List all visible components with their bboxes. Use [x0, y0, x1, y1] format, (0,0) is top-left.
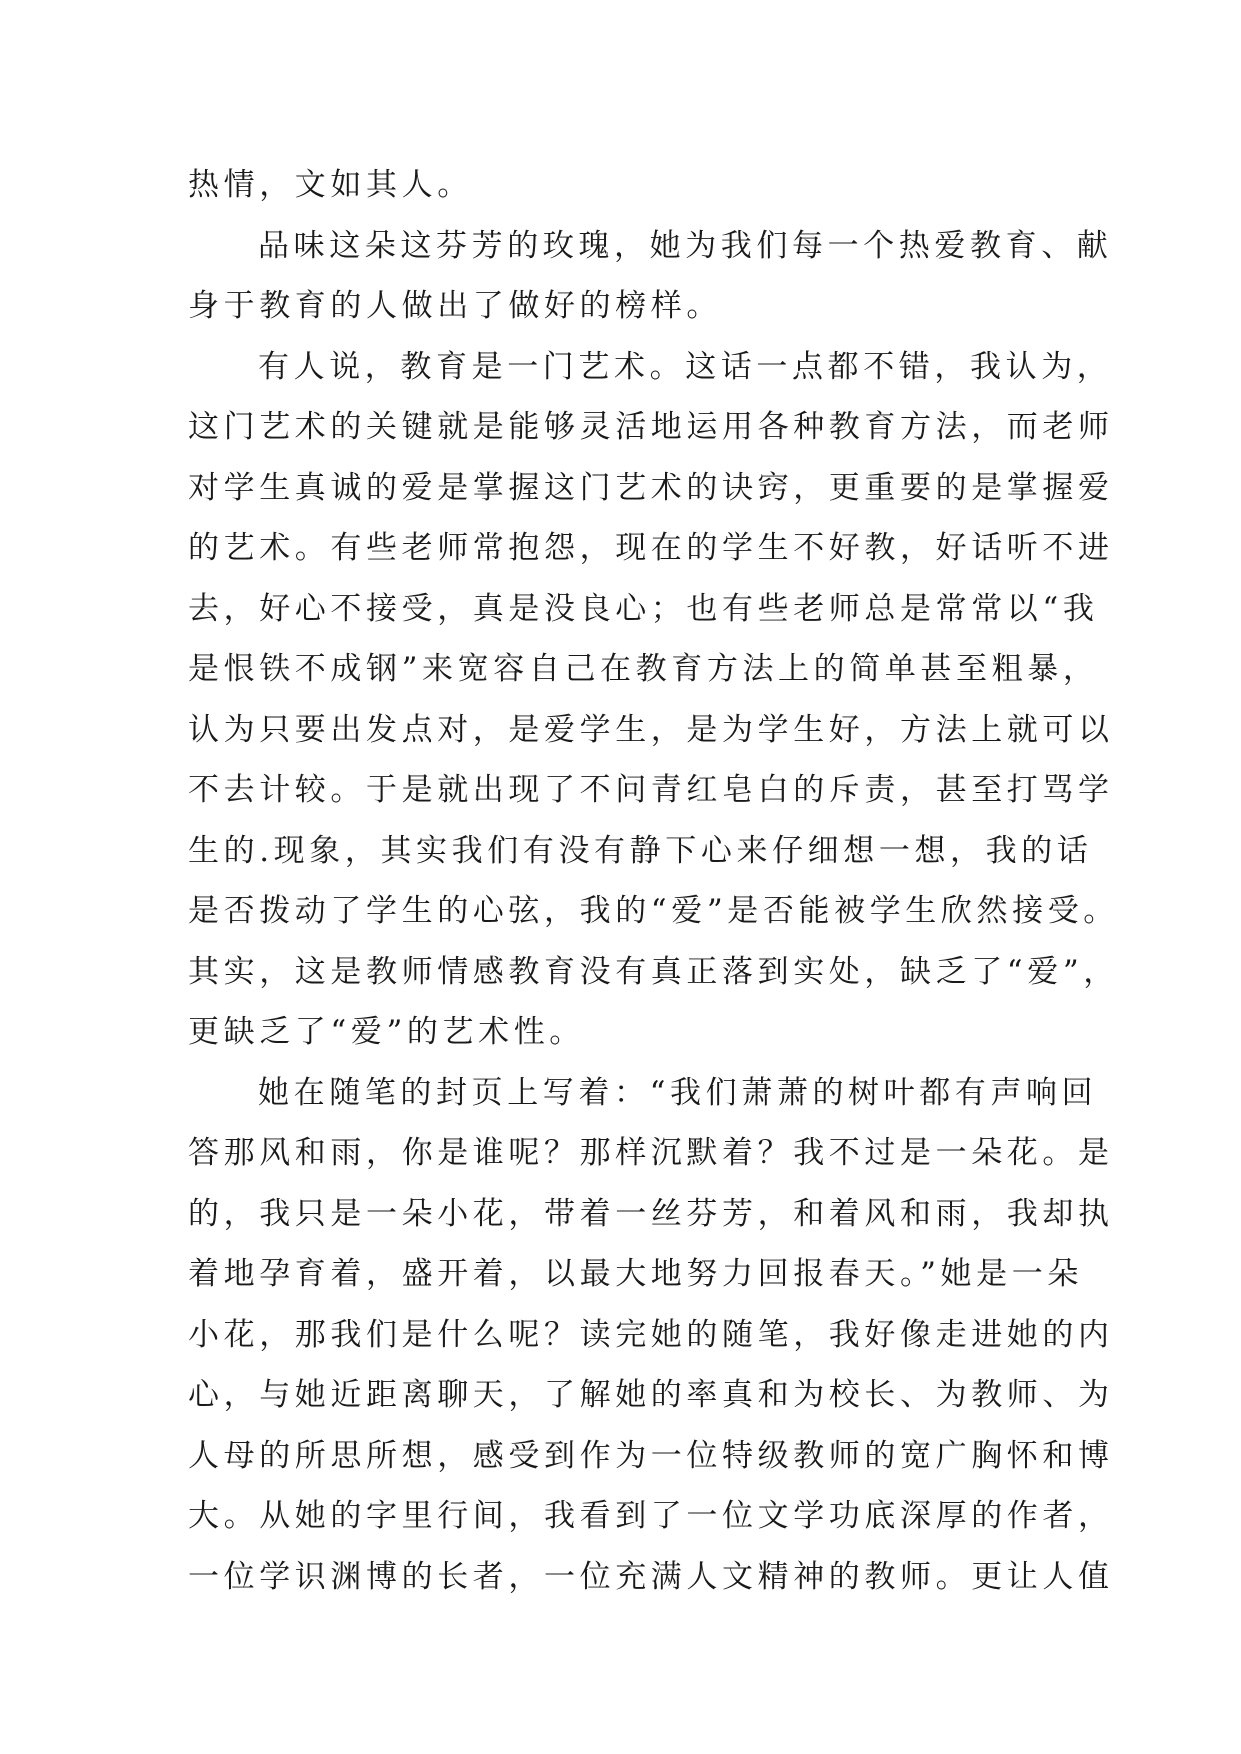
text-line: 答那风和雨，你是谁呢？那样沉默着？我不过是一朵花。是 [188, 1135, 1114, 1171]
document-body [188, 155, 1119, 1607]
text-line: 不去计较。于是就出现了不问青红皂白的斥责，甚至打骂学 [188, 772, 1114, 808]
text-line: 着地孕育着，盛开着，以最大地努力回报春天。”她是一朵 [188, 1256, 1083, 1292]
text-line: 一位学识渊博的长者，一位充满人文精神的教师。更让人值 [188, 1558, 1114, 1595]
paragraph-first-line: 有人说，教育是一门艺术。这话一点都不错，我认为， [258, 348, 1113, 385]
text-line: 人母的所思所想，感受到作为一位特级教师的宽广胸怀和博 [188, 1437, 1114, 1474]
paragraph-first-line: 品味这朵这芬芳的玫瑰，她为我们每一个热爱教育、献 [258, 227, 1113, 264]
text-line: 这门艺术的关键就是能够灵活地运用各种教育方法，而老师 [188, 409, 1114, 445]
text-line: 其实，这是教师情感教育没有真正落到实处，缺乏了“爱”， [188, 953, 1119, 990]
text-line: 的艺术。有些老师常抱怨，现在的学生不好教，好话听不进 [188, 530, 1114, 566]
text-line: 生的.现象，其实我们有没有静下心来仔细想一想，我的话 [188, 832, 1093, 869]
paragraph-first-line: 她在随笔的封页上写着：“我们萧萧的树叶都有声响回 [258, 1074, 1098, 1111]
text-line: 身于教育的人做出了做好的榜样。 [188, 288, 722, 324]
text-line: 大。从她的字里行间，我看到了一位文学功底深厚的作者， [188, 1498, 1114, 1534]
text-line: 更缺乏了“爱”的艺术性。 [188, 1014, 585, 1050]
text-line: 的，我只是一朵小花，带着一丝芬芳，和着风和雨，我却执 [188, 1195, 1114, 1232]
text-line: 是恨铁不成钢”来宽容自己在教育方法上的简单甚至粗暴， [188, 651, 1099, 687]
text-line: 是否拨动了学生的心弦，我的“爱”是否能被学生欣然接受。 [188, 893, 1119, 929]
text-line: 心，与她近距离聊天，了解她的率真和为校长、为教师、为 [188, 1377, 1114, 1413]
text-line: 对学生真诚的爱是掌握这门艺术的诀窍，更重要的是掌握爱 [188, 469, 1114, 506]
text-line: 小花，那我们是什么呢？读完她的随笔，我好像走进她的内 [188, 1316, 1114, 1353]
text-line: 热情，文如其人。 [188, 167, 473, 203]
text-line: 去，好心不接受，真是没良心；也有些老师总是常常以“我 [188, 590, 1099, 627]
text-line: 认为只要出发点对，是爱学生，是为学生好，方法上就可以 [188, 711, 1114, 748]
